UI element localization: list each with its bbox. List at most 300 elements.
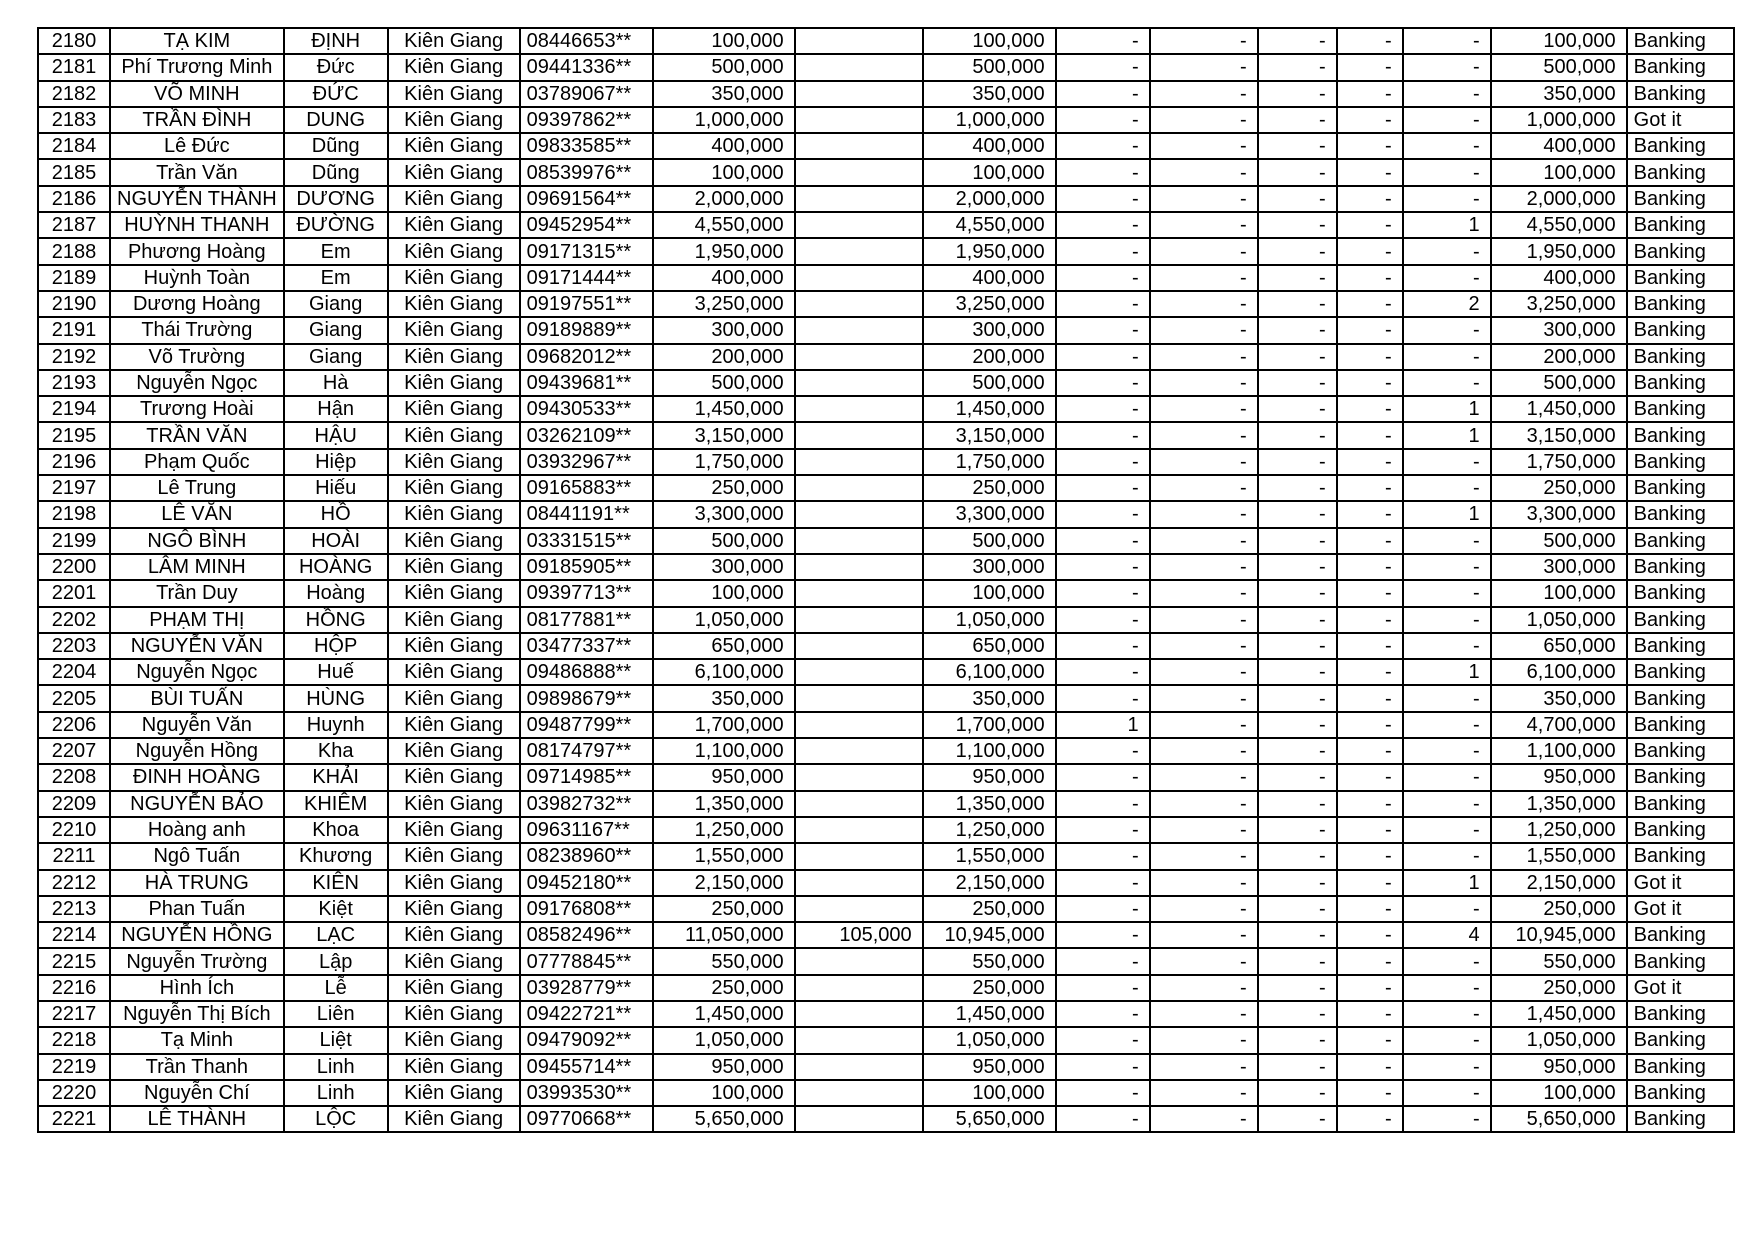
table-row: [38, 948, 1734, 974]
flag-1-cell: -: [1056, 107, 1150, 133]
surname-cell: Khương: [284, 843, 388, 869]
province-cell: Kiên Giang: [388, 81, 520, 107]
deduction-amount-cell: [795, 764, 923, 790]
total-amount-cell: 3,250,000: [1491, 291, 1627, 317]
table-row: [38, 922, 1734, 948]
deduction-amount-cell: [795, 607, 923, 633]
flag-4-cell: -: [1337, 764, 1403, 790]
flag-1-cell: -: [1056, 449, 1150, 475]
payment-method-cell: Banking: [1627, 1027, 1734, 1053]
flag-4-cell: -: [1337, 843, 1403, 869]
row-number-cell: 2202: [38, 607, 110, 633]
flag-3-cell: -: [1258, 265, 1337, 291]
flag-4-cell: -: [1337, 107, 1403, 133]
table-row: [38, 712, 1734, 738]
payment-method-cell: Banking: [1627, 475, 1734, 501]
phone-number-cell: 08174797**: [520, 738, 653, 764]
phone-number-cell: 03993530**: [520, 1080, 653, 1106]
gross-amount-cell: 100,000: [653, 159, 795, 185]
flag-5-cell: -: [1403, 843, 1491, 869]
net-amount-cell: 3,250,000: [923, 291, 1056, 317]
phone-number-cell: 09770668**: [520, 1106, 653, 1132]
given-name-cell: Lê Đức: [110, 133, 284, 159]
flag-1-cell: -: [1056, 1027, 1150, 1053]
total-amount-cell: 950,000: [1491, 1054, 1627, 1080]
flag-2-cell: -: [1150, 186, 1258, 212]
flag-1-cell: 1: [1056, 712, 1150, 738]
flag-5-cell: -: [1403, 1027, 1491, 1053]
table-row: [38, 265, 1734, 291]
province-cell: Kiên Giang: [388, 580, 520, 606]
surname-cell: HẬU: [284, 422, 388, 448]
flag-3-cell: -: [1258, 1080, 1337, 1106]
flag-1-cell: -: [1056, 554, 1150, 580]
surname-cell: HOÀNG: [284, 554, 388, 580]
given-name-cell: Nguyễn Văn: [110, 712, 284, 738]
phone-number-cell: 08582496**: [520, 922, 653, 948]
flag-4-cell: -: [1337, 975, 1403, 1001]
net-amount-cell: 500,000: [923, 54, 1056, 80]
gross-amount-cell: 350,000: [653, 81, 795, 107]
phone-number-cell: 09486888**: [520, 659, 653, 685]
phone-number-cell: 09487799**: [520, 712, 653, 738]
province-cell: Kiên Giang: [388, 449, 520, 475]
row-number-cell: 2185: [38, 159, 110, 185]
given-name-cell: NGUYỄN THÀNH: [110, 186, 284, 212]
table-row: [38, 817, 1734, 843]
province-cell: Kiên Giang: [388, 344, 520, 370]
deduction-amount-cell: [795, 843, 923, 869]
flag-2-cell: -: [1150, 870, 1258, 896]
deduction-amount-cell: [795, 685, 923, 711]
flag-4-cell: -: [1337, 159, 1403, 185]
flag-3-cell: -: [1258, 764, 1337, 790]
table-row: [38, 370, 1734, 396]
flag-1-cell: -: [1056, 1106, 1150, 1132]
flag-1-cell: -: [1056, 580, 1150, 606]
flag-5-cell: -: [1403, 554, 1491, 580]
table-row: [38, 580, 1734, 606]
surname-cell: Huynh: [284, 712, 388, 738]
gross-amount-cell: 950,000: [653, 1054, 795, 1080]
flag-1-cell: -: [1056, 817, 1150, 843]
phone-number-cell: 09479092**: [520, 1027, 653, 1053]
surname-cell: Linh: [284, 1054, 388, 1080]
given-name-cell: NGÔ BÌNH: [110, 528, 284, 554]
payment-method-cell: Banking: [1627, 238, 1734, 264]
given-name-cell: BÙI TUẤN: [110, 685, 284, 711]
flag-4-cell: -: [1337, 133, 1403, 159]
flag-2-cell: -: [1150, 133, 1258, 159]
table-row: [38, 344, 1734, 370]
row-number-cell: 2205: [38, 685, 110, 711]
flag-2-cell: -: [1150, 291, 1258, 317]
total-amount-cell: 250,000: [1491, 896, 1627, 922]
payment-method-cell: Got it: [1627, 896, 1734, 922]
flag-3-cell: -: [1258, 212, 1337, 238]
gross-amount-cell: 100,000: [653, 1080, 795, 1106]
total-amount-cell: 950,000: [1491, 764, 1627, 790]
flag-1-cell: -: [1056, 948, 1150, 974]
flag-3-cell: -: [1258, 712, 1337, 738]
net-amount-cell: 500,000: [923, 370, 1056, 396]
given-name-cell: PHẠM THỊ: [110, 607, 284, 633]
gross-amount-cell: 3,300,000: [653, 501, 795, 527]
flag-3-cell: -: [1258, 133, 1337, 159]
surname-cell: HỒNG: [284, 607, 388, 633]
table-row: [38, 475, 1734, 501]
given-name-cell: Nguyễn Ngọc: [110, 370, 284, 396]
flag-3-cell: -: [1258, 975, 1337, 1001]
province-cell: Kiên Giang: [388, 922, 520, 948]
province-cell: Kiên Giang: [388, 186, 520, 212]
table-row: [38, 186, 1734, 212]
table-row: [38, 554, 1734, 580]
flag-1-cell: -: [1056, 685, 1150, 711]
row-number-cell: 2209: [38, 791, 110, 817]
deduction-amount-cell: [795, 291, 923, 317]
surname-cell: Em: [284, 265, 388, 291]
flag-4-cell: -: [1337, 265, 1403, 291]
row-number-cell: 2204: [38, 659, 110, 685]
net-amount-cell: 5,650,000: [923, 1106, 1056, 1132]
flag-4-cell: -: [1337, 685, 1403, 711]
province-cell: Kiên Giang: [388, 738, 520, 764]
province-cell: Kiên Giang: [388, 1054, 520, 1080]
deduction-amount-cell: [795, 159, 923, 185]
deduction-amount-cell: [795, 580, 923, 606]
deduction-amount-cell: [795, 186, 923, 212]
phone-number-cell: 09197551**: [520, 291, 653, 317]
flag-3-cell: -: [1258, 449, 1337, 475]
deduction-amount-cell: [795, 107, 923, 133]
deduction-amount-cell: [795, 1106, 923, 1132]
flag-2-cell: -: [1150, 159, 1258, 185]
surname-cell: Giang: [284, 344, 388, 370]
row-number-cell: 2192: [38, 344, 110, 370]
row-number-cell: 2181: [38, 54, 110, 80]
province-cell: Kiên Giang: [388, 291, 520, 317]
flag-3-cell: -: [1258, 817, 1337, 843]
payment-method-cell: Banking: [1627, 948, 1734, 974]
total-amount-cell: 200,000: [1491, 344, 1627, 370]
given-name-cell: NGUYỄN BẢO: [110, 791, 284, 817]
surname-cell: Huế: [284, 659, 388, 685]
flag-5-cell: -: [1403, 317, 1491, 343]
province-cell: Kiên Giang: [388, 528, 520, 554]
flag-3-cell: -: [1258, 843, 1337, 869]
flag-5-cell: -: [1403, 764, 1491, 790]
total-amount-cell: 6,100,000: [1491, 659, 1627, 685]
payment-method-cell: Banking: [1627, 501, 1734, 527]
deduction-amount-cell: [795, 449, 923, 475]
gross-amount-cell: 500,000: [653, 528, 795, 554]
flag-2-cell: -: [1150, 764, 1258, 790]
gross-amount-cell: 200,000: [653, 344, 795, 370]
phone-number-cell: 09833585**: [520, 133, 653, 159]
row-number-cell: 2219: [38, 1054, 110, 1080]
net-amount-cell: 350,000: [923, 81, 1056, 107]
deduction-amount-cell: [795, 817, 923, 843]
surname-cell: Hà: [284, 370, 388, 396]
province-cell: Kiên Giang: [388, 712, 520, 738]
province-cell: Kiên Giang: [388, 633, 520, 659]
flag-1-cell: -: [1056, 344, 1150, 370]
net-amount-cell: 1,000,000: [923, 107, 1056, 133]
row-number-cell: 2221: [38, 1106, 110, 1132]
table-row: [38, 317, 1734, 343]
row-number-cell: 2197: [38, 475, 110, 501]
row-number-cell: 2199: [38, 528, 110, 554]
deduction-amount-cell: [795, 238, 923, 264]
flag-1-cell: -: [1056, 633, 1150, 659]
flag-5-cell: -: [1403, 607, 1491, 633]
payment-method-cell: Banking: [1627, 370, 1734, 396]
row-number-cell: 2190: [38, 291, 110, 317]
flag-5-cell: 4: [1403, 922, 1491, 948]
flag-4-cell: -: [1337, 870, 1403, 896]
net-amount-cell: 1,550,000: [923, 843, 1056, 869]
province-cell: Kiên Giang: [388, 422, 520, 448]
flag-2-cell: -: [1150, 633, 1258, 659]
phone-number-cell: 09682012**: [520, 344, 653, 370]
row-number-cell: 2212: [38, 870, 110, 896]
table-body: [38, 28, 1734, 1132]
gross-amount-cell: 1,550,000: [653, 843, 795, 869]
payment-method-cell: Banking: [1627, 738, 1734, 764]
total-amount-cell: 1,450,000: [1491, 396, 1627, 422]
given-name-cell: Trần Văn: [110, 159, 284, 185]
payment-method-cell: Banking: [1627, 81, 1734, 107]
surname-cell: Dũng: [284, 159, 388, 185]
flag-3-cell: -: [1258, 344, 1337, 370]
total-amount-cell: 350,000: [1491, 685, 1627, 711]
flag-4-cell: -: [1337, 712, 1403, 738]
gross-amount-cell: 1,450,000: [653, 396, 795, 422]
surname-cell: HOÀI: [284, 528, 388, 554]
province-cell: Kiên Giang: [388, 28, 520, 54]
flag-1-cell: -: [1056, 370, 1150, 396]
net-amount-cell: 1,250,000: [923, 817, 1056, 843]
row-number-cell: 2215: [38, 948, 110, 974]
flag-1-cell: -: [1056, 659, 1150, 685]
net-amount-cell: 300,000: [923, 554, 1056, 580]
flag-5-cell: -: [1403, 159, 1491, 185]
surname-cell: Linh: [284, 1080, 388, 1106]
total-amount-cell: 100,000: [1491, 159, 1627, 185]
province-cell: Kiên Giang: [388, 107, 520, 133]
flag-3-cell: -: [1258, 922, 1337, 948]
province-cell: Kiên Giang: [388, 133, 520, 159]
total-amount-cell: 3,300,000: [1491, 501, 1627, 527]
flag-1-cell: -: [1056, 28, 1150, 54]
flag-3-cell: -: [1258, 738, 1337, 764]
flag-2-cell: -: [1150, 817, 1258, 843]
flag-4-cell: -: [1337, 922, 1403, 948]
table-row: [38, 659, 1734, 685]
payment-method-cell: Got it: [1627, 107, 1734, 133]
province-cell: Kiên Giang: [388, 370, 520, 396]
net-amount-cell: 250,000: [923, 475, 1056, 501]
payment-method-cell: Banking: [1627, 212, 1734, 238]
payment-method-cell: Banking: [1627, 396, 1734, 422]
net-amount-cell: 3,150,000: [923, 422, 1056, 448]
payment-method-cell: Banking: [1627, 265, 1734, 291]
flag-2-cell: -: [1150, 896, 1258, 922]
flag-5-cell: -: [1403, 1080, 1491, 1106]
row-number-cell: 2182: [38, 81, 110, 107]
payment-method-cell: Banking: [1627, 685, 1734, 711]
row-number-cell: 2187: [38, 212, 110, 238]
flag-1-cell: -: [1056, 1054, 1150, 1080]
table-row: [38, 422, 1734, 448]
net-amount-cell: 100,000: [923, 580, 1056, 606]
payment-method-cell: Banking: [1627, 344, 1734, 370]
province-cell: Kiên Giang: [388, 501, 520, 527]
gross-amount-cell: 1,000,000: [653, 107, 795, 133]
given-name-cell: NGUYỄN VĂN: [110, 633, 284, 659]
flag-5-cell: -: [1403, 344, 1491, 370]
row-number-cell: 2201: [38, 580, 110, 606]
flag-3-cell: -: [1258, 528, 1337, 554]
phone-number-cell: 09430533**: [520, 396, 653, 422]
phone-number-cell: 03928779**: [520, 975, 653, 1001]
given-name-cell: Phương Hoàng: [110, 238, 284, 264]
phone-number-cell: 03982732**: [520, 791, 653, 817]
net-amount-cell: 950,000: [923, 1054, 1056, 1080]
flag-2-cell: -: [1150, 81, 1258, 107]
province-cell: Kiên Giang: [388, 817, 520, 843]
province-cell: Kiên Giang: [388, 554, 520, 580]
row-number-cell: 2189: [38, 265, 110, 291]
row-number-cell: 2214: [38, 922, 110, 948]
flag-2-cell: -: [1150, 317, 1258, 343]
given-name-cell: Trương Hoài: [110, 396, 284, 422]
flag-5-cell: -: [1403, 107, 1491, 133]
net-amount-cell: 1,050,000: [923, 607, 1056, 633]
phone-number-cell: 03331515**: [520, 528, 653, 554]
given-name-cell: Phí Trương Minh: [110, 54, 284, 80]
flag-2-cell: -: [1150, 843, 1258, 869]
flag-2-cell: -: [1150, 948, 1258, 974]
total-amount-cell: 100,000: [1491, 1080, 1627, 1106]
total-amount-cell: 5,650,000: [1491, 1106, 1627, 1132]
net-amount-cell: 100,000: [923, 28, 1056, 54]
surname-cell: DƯƠNG: [284, 186, 388, 212]
province-cell: Kiên Giang: [388, 1027, 520, 1053]
flag-5-cell: -: [1403, 580, 1491, 606]
net-amount-cell: 1,950,000: [923, 238, 1056, 264]
flag-1-cell: -: [1056, 159, 1150, 185]
total-amount-cell: 100,000: [1491, 580, 1627, 606]
net-amount-cell: 1,350,000: [923, 791, 1056, 817]
province-cell: Kiên Giang: [388, 212, 520, 238]
deduction-amount-cell: [795, 633, 923, 659]
province-cell: Kiên Giang: [388, 896, 520, 922]
flag-3-cell: -: [1258, 422, 1337, 448]
payment-method-cell: Banking: [1627, 764, 1734, 790]
flag-3-cell: -: [1258, 580, 1337, 606]
net-amount-cell: 1,450,000: [923, 1001, 1056, 1027]
net-amount-cell: 100,000: [923, 1080, 1056, 1106]
deduction-amount-cell: [795, 133, 923, 159]
flag-2-cell: -: [1150, 396, 1258, 422]
flag-5-cell: -: [1403, 1054, 1491, 1080]
surname-cell: HỘP: [284, 633, 388, 659]
gross-amount-cell: 1,250,000: [653, 817, 795, 843]
flag-3-cell: -: [1258, 1027, 1337, 1053]
flag-4-cell: -: [1337, 633, 1403, 659]
row-number-cell: 2184: [38, 133, 110, 159]
flag-5-cell: -: [1403, 975, 1491, 1001]
net-amount-cell: 1,700,000: [923, 712, 1056, 738]
net-amount-cell: 4,550,000: [923, 212, 1056, 238]
flag-2-cell: -: [1150, 528, 1258, 554]
given-name-cell: TẠ KIM: [110, 28, 284, 54]
surname-cell: LỘC: [284, 1106, 388, 1132]
deduction-amount-cell: [795, 896, 923, 922]
flag-1-cell: -: [1056, 738, 1150, 764]
given-name-cell: LÊ THÀNH: [110, 1106, 284, 1132]
province-cell: Kiên Giang: [388, 843, 520, 869]
deduction-amount-cell: [795, 212, 923, 238]
gross-amount-cell: 1,700,000: [653, 712, 795, 738]
gross-amount-cell: 1,450,000: [653, 1001, 795, 1027]
flag-5-cell: -: [1403, 817, 1491, 843]
net-amount-cell: 1,100,000: [923, 738, 1056, 764]
phone-number-cell: 09171315**: [520, 238, 653, 264]
surname-cell: ĐƯỜNG: [284, 212, 388, 238]
row-number-cell: 2211: [38, 843, 110, 869]
table-row: [38, 1106, 1734, 1132]
table-row: [38, 133, 1734, 159]
total-amount-cell: 250,000: [1491, 475, 1627, 501]
total-amount-cell: 350,000: [1491, 81, 1627, 107]
row-number-cell: 2206: [38, 712, 110, 738]
flag-4-cell: -: [1337, 81, 1403, 107]
deduction-amount-cell: [795, 265, 923, 291]
province-cell: Kiên Giang: [388, 764, 520, 790]
row-number-cell: 2196: [38, 449, 110, 475]
given-name-cell: Nguyễn Hồng: [110, 738, 284, 764]
row-number-cell: 2191: [38, 317, 110, 343]
net-amount-cell: 3,300,000: [923, 501, 1056, 527]
flag-5-cell: -: [1403, 449, 1491, 475]
phone-number-cell: 03932967**: [520, 449, 653, 475]
flag-4-cell: -: [1337, 186, 1403, 212]
flag-4-cell: -: [1337, 554, 1403, 580]
flag-2-cell: -: [1150, 738, 1258, 764]
flag-1-cell: -: [1056, 475, 1150, 501]
deduction-amount-cell: [795, 1027, 923, 1053]
total-amount-cell: 1,950,000: [1491, 238, 1627, 264]
province-cell: Kiên Giang: [388, 396, 520, 422]
table-row: [38, 791, 1734, 817]
total-amount-cell: 300,000: [1491, 317, 1627, 343]
surname-cell: Liên: [284, 1001, 388, 1027]
phone-number-cell: 09455714**: [520, 1054, 653, 1080]
given-name-cell: ĐINH HOÀNG: [110, 764, 284, 790]
flag-3-cell: -: [1258, 1054, 1337, 1080]
flag-2-cell: -: [1150, 712, 1258, 738]
row-number-cell: 2213: [38, 896, 110, 922]
given-name-cell: Nguyễn Trường: [110, 948, 284, 974]
flag-5-cell: -: [1403, 738, 1491, 764]
given-name-cell: LÊ VĂN: [110, 501, 284, 527]
surname-cell: Hiếu: [284, 475, 388, 501]
table-row: [38, 1001, 1734, 1027]
given-name-cell: Nguyễn Chí: [110, 1080, 284, 1106]
